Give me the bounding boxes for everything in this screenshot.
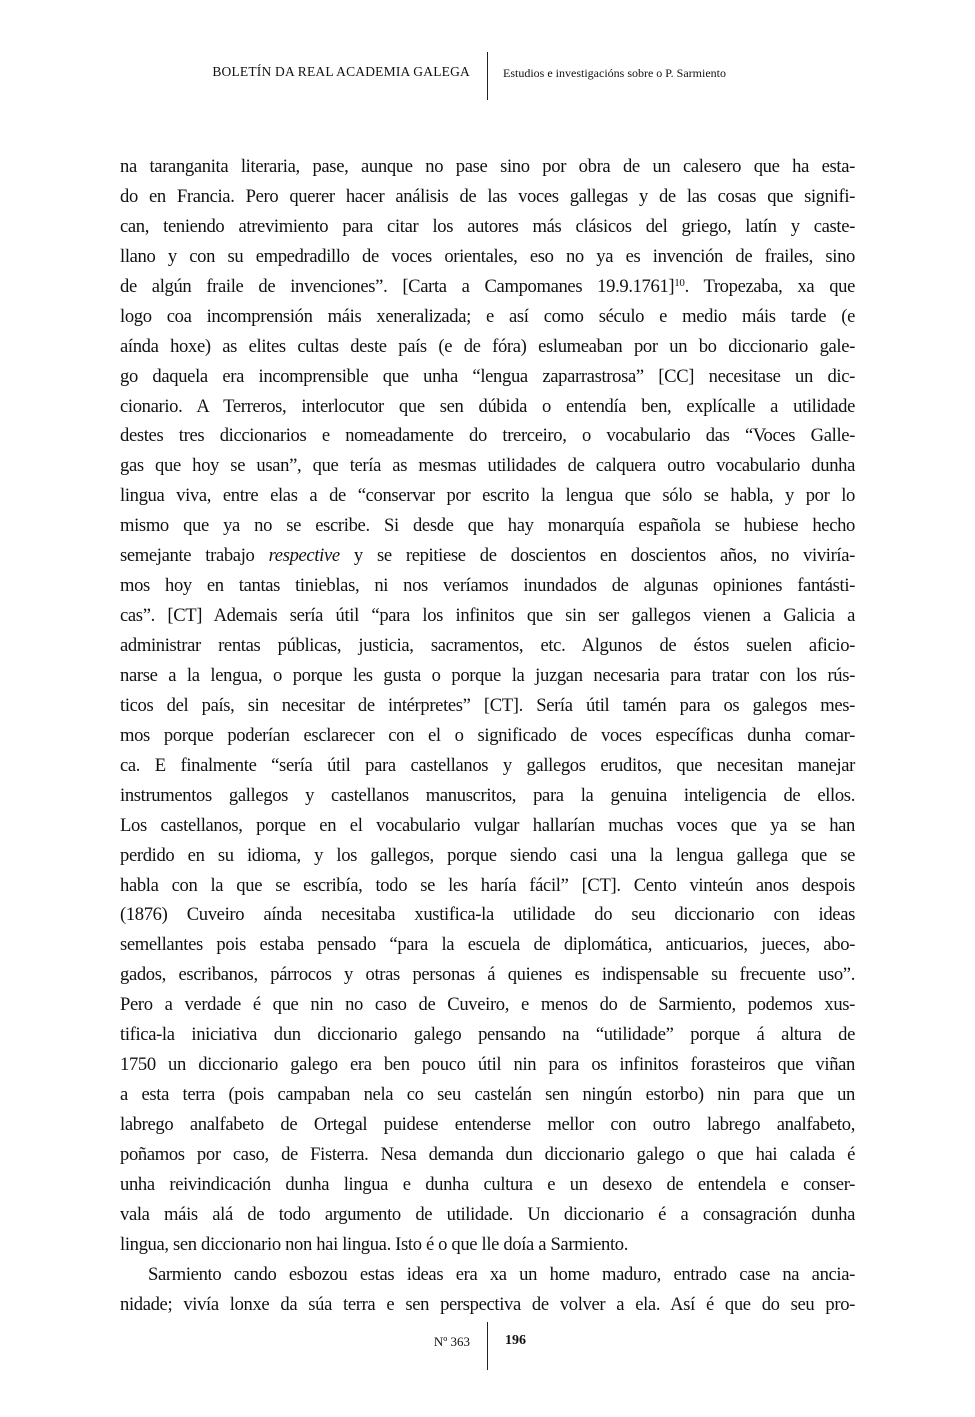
line-text: ticos del país, sin necesitar de intérpretes” [CT]. Sería útil tamén para os galegos mes- — [120, 694, 855, 716]
line-text: lingua, sen diccionario non hai lingua. Isto é o que lle doía a Sarmiento. — [120, 1233, 629, 1255]
text-line — [120, 571, 855, 601]
line-text: destes tres diccionarios e nomeadamente do trerceiro, o vocabulario das “Voces Galle- — [120, 425, 855, 447]
line-text: nidade; vivía lonxe da súa terra e sen perspectiva de volver a ela. Así é que do seu pro- — [120, 1293, 855, 1315]
line-text: habla con la que se escribía, todo se les haría fácil” [CT]. Cento vinteún anos despois — [120, 874, 855, 896]
text-line — [120, 481, 855, 511]
text-line — [120, 302, 855, 332]
text-line — [120, 421, 855, 451]
text-line — [120, 691, 855, 721]
text-line — [120, 1260, 855, 1290]
line-text: poñamos por caso, de Fisterra. Nesa demanda dun diccionario galego o que hai calada é — [120, 1143, 855, 1165]
text-line — [120, 332, 855, 362]
text-line — [120, 541, 855, 571]
line-text: unha reivindicación dunha lingua e dunha cultura e un desexo de entendela e conser- — [120, 1173, 855, 1195]
text-line — [120, 1230, 855, 1260]
line-text: aínda hoxe) as elites cultas deste país (e de fóra) eslumeaban por un bo diccionario gale- — [120, 335, 855, 357]
text-line — [120, 1200, 855, 1230]
line-text: do en Francia. Pero querer hacer análisis de las voces gallegas y de las cosas que signifi- — [120, 185, 855, 207]
text-line — [120, 242, 855, 272]
text-line — [120, 1110, 855, 1140]
line-text: lingua viva, entre elas a de “conservar por escrito la lengua que sólo se habla, y por lo — [120, 485, 855, 507]
line-text: llano y con su empedradillo de voces orientales, eso no ya es invención de frailes, sino — [120, 245, 855, 267]
line-text: na taranganita literaria, pase, aunque no pase sino por obra de un calesero que ha esta- — [120, 156, 855, 177]
line-text: Pero a verdade é que nin no caso de Cuveiro, e menos do de Sarmiento, podemos xus- — [120, 994, 855, 1016]
text-line — [120, 751, 855, 781]
line-text: Sarmiento cando esbozou estas ideas era xa un home maduro, entrado case na ancia- — [148, 1263, 855, 1285]
line-text: Los castellanos, porque en el vocabulario vulgar hallarían muchas voces que ya se han — [120, 814, 855, 836]
text-line — [120, 900, 855, 930]
line-text: cas”. [CT] Ademais sería útil “para los infinitos que sin ser gallegos vienen a Galicia a — [120, 605, 855, 627]
text-line — [120, 1020, 855, 1050]
line-text: y se repitiese de doscientos en doscientos años, no viviría- — [339, 545, 855, 567]
body-text — [120, 152, 855, 1320]
line-text: a esta terra (pois campaban nela co seu castelán sen ningún estorbo) nin para que un — [120, 1084, 855, 1106]
text-line — [120, 721, 855, 751]
line-text: instrumentos gallegos y castellanos manuscritos, para la genuina inteligencia de ellos. — [120, 784, 855, 806]
text-line — [120, 511, 855, 541]
text-line — [120, 1080, 855, 1110]
text-line — [120, 392, 855, 422]
text-line — [120, 811, 855, 841]
line-text: . Tropezaba, xa que — [684, 275, 855, 297]
text-line — [120, 212, 855, 242]
line-text: mos hoy en tantas tinieblas, ni nos veríamos inundados de algunas opiniones fantásti- — [120, 575, 855, 597]
section-title: Estudios e investigacións sobre o P. Sarmiento — [503, 66, 726, 80]
line-text: semejante trabajo — [120, 545, 269, 567]
footnote-ref: 10 — [674, 276, 685, 289]
line-text: gas que hoy se usan”, que tería as mesmas utilidades de calquera outro vocabulario dunha — [120, 455, 855, 477]
line-text: administrar rentas públicas, justicia, sacramentos, etc. Algunos de éstos suelen aficio- — [120, 635, 855, 656]
text-line — [120, 1140, 855, 1170]
text-line — [120, 1290, 855, 1320]
line-text: perdido en su idioma, y los gallegos, porque siendo casi una la lengua gallega que se — [120, 844, 855, 866]
text-line — [120, 601, 855, 631]
line-text: logo coa incomprensión máis xeneralizada; e así como século e medio máis tarde (e — [120, 305, 855, 327]
journal-title: BOLETÍN DA REAL ACADEMIA GALEGA — [212, 64, 470, 79]
text-line — [120, 1170, 855, 1200]
text-line — [120, 871, 855, 901]
text-line — [120, 960, 855, 990]
text-line — [120, 1050, 855, 1080]
line-text: ca. E finalmente “sería útil para castellanos y gallegos eruditos, que necesitan manejar — [120, 754, 855, 776]
line-text: de algún fraile de invenciones”. [Carta a Campomanes 19.9.1761] — [120, 275, 675, 297]
line-text: (1876) Cuveiro aínda necesitaba xustifica-la utilidade do seu diccionario con ideas — [120, 904, 855, 926]
line-text: vala máis alá de todo argumento de utilidade. Un diccionario é a consagración dunha — [120, 1203, 855, 1225]
line-text: narse a la lengua, o porque les gusta o porque la juzgan necesaria para tratar con los rús- — [120, 664, 855, 686]
page-number: 196 — [505, 1333, 526, 1348]
issue-number: Nº 363 — [433, 1334, 470, 1349]
text-line — [120, 781, 855, 811]
header-divider — [487, 52, 488, 100]
line-text: mos porque poderían esclarecer con el o significado de voces específicas dunha comar- — [120, 724, 855, 746]
line-text: 1750 un diccionario galego era ben pouco útil nin para os infinitos forasteiros que viñan — [120, 1054, 855, 1076]
line-text: mismo que ya no se escribe. Si desde que hay monarquía española se hubiese hecho — [120, 515, 855, 537]
text-line — [120, 661, 855, 691]
line-text: cionario. A Terreros, interlocutor que sen dúbida o entendía ben, explícalle a utilidade — [120, 395, 855, 417]
text-line — [120, 841, 855, 871]
text-line — [120, 631, 855, 661]
text-line — [120, 990, 855, 1020]
line-text: labrego analfabeto de Ortegal puidese entenderse mellor con outro labrego analfabeto, — [120, 1114, 855, 1135]
line-text: semellantes pois estaba pensado “para la escuela de diplomática, anticuarios, jueces, abo- — [120, 934, 855, 956]
line-text: tifica-la iniciativa dun diccionario galego pensando na “utilidade” porque á altura de — [120, 1024, 855, 1046]
text-line — [120, 272, 855, 302]
text-line — [120, 182, 855, 212]
footer-divider — [487, 1322, 488, 1370]
text-line — [120, 362, 855, 392]
text-line — [120, 451, 855, 481]
italic-term: respective — [268, 545, 340, 567]
line-text: gados, escribanos, párrocos y otras personas á quienes es indispensable su frecuente uso”. — [120, 964, 855, 986]
line-text: can, teniendo atrevimiento para citar los autores más clásicos del griego, latín y caste- — [120, 215, 855, 237]
line-text: go daquela era incomprensible que unha “lengua zaparrastrosa” [CC] necesitase un dic- — [120, 365, 855, 387]
text-line — [120, 930, 855, 960]
text-line — [120, 152, 855, 182]
